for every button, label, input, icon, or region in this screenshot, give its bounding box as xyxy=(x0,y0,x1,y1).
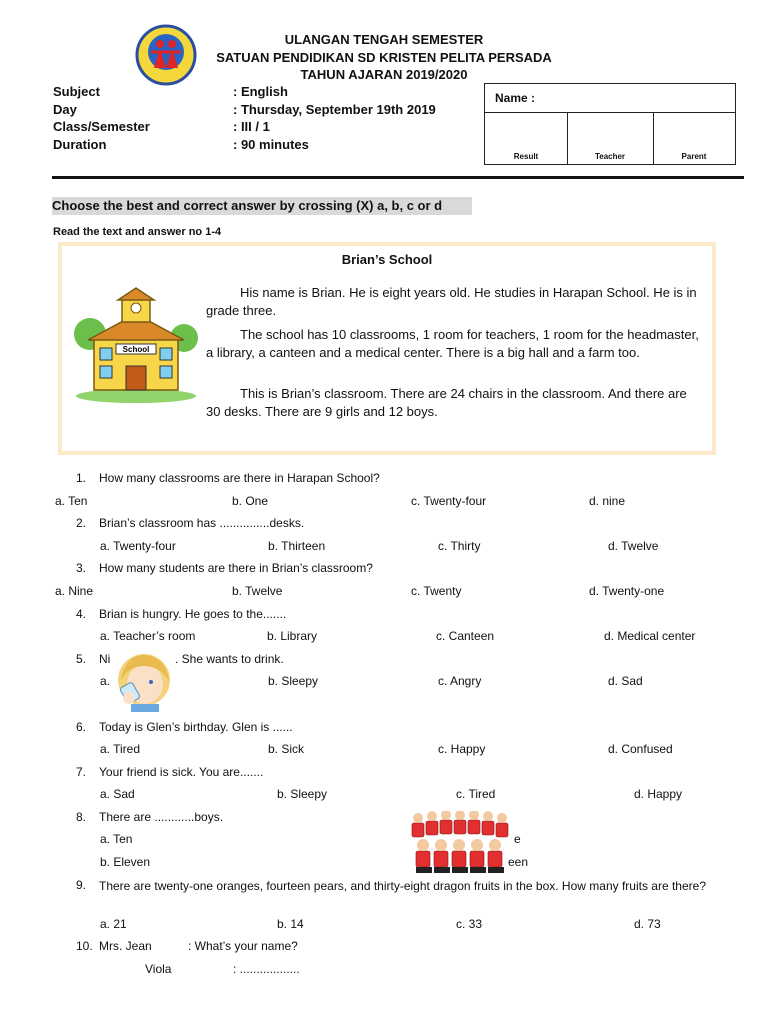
q9-option-d[interactable]: d. 73 xyxy=(634,917,661,931)
q6-option-a[interactable]: a. Tired xyxy=(100,742,141,756)
q8-text: There are ............boys. xyxy=(99,810,224,824)
result-label: Result xyxy=(513,152,539,161)
story-paragraph-2: The school has 10 classrooms, 1 room for teachers, 1 room for the headmaster, a library, a canteen and a medical center. There is a big hall and a farm too. xyxy=(206,327,699,360)
q9-option-c[interactable]: c. 33 xyxy=(456,917,483,931)
q1-option-b[interactable]: b. One xyxy=(232,494,269,508)
header-line-1: ULANGAN TENGAH SEMESTER xyxy=(284,32,484,47)
q1-text: How many classrooms are there in Harapan School? xyxy=(99,471,380,485)
q2-text: Brian’s classroom has ...............desks. xyxy=(99,516,305,530)
svg-text:School: School xyxy=(122,345,150,354)
q7-option-a[interactable]: a. Sad xyxy=(100,787,135,801)
subject-value: : English xyxy=(233,84,288,99)
result-cell[interactable] xyxy=(485,112,568,164)
parent-cell[interactable] xyxy=(653,112,735,164)
q5-option-b[interactable]: b. Sleepy xyxy=(268,674,319,688)
q1-option-c[interactable]: c. Twenty-four xyxy=(411,494,487,508)
q4-option-a[interactable]: a. Teacher’s room xyxy=(100,629,196,643)
school-building-icon xyxy=(72,286,200,404)
q4-option-b[interactable]: b. Library xyxy=(267,629,318,643)
q6-option-b[interactable]: b. Sick xyxy=(268,742,305,756)
q2-option-a[interactable]: a. Twenty-four xyxy=(100,539,176,553)
class-label: Class/Semester xyxy=(53,119,150,134)
story-box xyxy=(58,242,716,455)
q4-text: Brian is hungry. He goes to the....... xyxy=(99,607,287,621)
q1-option-d[interactable]: d. nine xyxy=(589,494,626,508)
q8-option-d-fragment[interactable]: een xyxy=(508,855,529,869)
q7-text: Your friend is sick. You are....... xyxy=(99,765,264,779)
header-divider xyxy=(52,176,744,179)
teacher-cell[interactable] xyxy=(567,112,654,164)
q5-option-a[interactable]: a. xyxy=(100,674,111,688)
q10-line-1: : What’s your name? xyxy=(188,939,298,953)
q9-text: There are twenty-one oranges, fourteen pears, and thirty-eight dragon fruits in the box. How many fruits are there? xyxy=(99,879,706,893)
q1-number: 1. xyxy=(76,471,87,485)
q8-number: 8. xyxy=(76,810,87,824)
q7-option-b[interactable]: b. Sleepy xyxy=(277,787,328,801)
duration-value: : 90 minutes xyxy=(233,137,309,152)
q6-text: Today is Glen’s birthday. Glen is ...... xyxy=(99,720,293,734)
q10-speaker-1: Mrs. Jean xyxy=(99,939,152,953)
subject-label: Subject xyxy=(53,84,100,99)
q5-option-d[interactable]: d. Sad xyxy=(608,674,643,688)
day-value: : Thursday, September 19th 2019 xyxy=(233,102,436,117)
q2-option-b[interactable]: b. Thirteen xyxy=(268,539,326,553)
q10-number: 10. xyxy=(76,939,93,953)
q2-option-d[interactable]: d. Twelve xyxy=(608,539,659,553)
q3-option-a[interactable]: a. Nine xyxy=(55,584,94,598)
story-paragraph-3: This is Brian’s classroom. There are 24 chairs in the classroom. And there are 30 desks. There are 9 girls and 12 boys. xyxy=(206,386,687,419)
q2-option-c[interactable]: c. Thirty xyxy=(438,539,481,553)
story-title: Brian’s School xyxy=(341,252,433,267)
q3-text: How many students are there in Brian’s classroom? xyxy=(99,561,373,575)
read-text-instruction: Read the text and answer no 1-4 xyxy=(53,226,222,238)
q9-option-a[interactable]: a. 21 xyxy=(100,917,127,931)
q6-option-d[interactable]: d. Confused xyxy=(608,742,673,756)
duration-label: Duration xyxy=(53,137,107,152)
teacher-label: Teacher xyxy=(594,152,626,161)
q5-text-start: Ni xyxy=(99,652,111,666)
boys-team-icon xyxy=(408,811,514,875)
q7-option-c[interactable]: c. Tired xyxy=(456,787,496,801)
name-row[interactable] xyxy=(485,84,735,113)
name-label: Name : xyxy=(495,91,536,105)
q6-number: 6. xyxy=(76,720,87,734)
q3-option-d[interactable]: d. Twenty-one xyxy=(589,584,665,598)
class-value: : III / 1 xyxy=(233,119,270,134)
parent-label: Parent xyxy=(681,152,707,161)
q7-option-d[interactable]: d. Happy xyxy=(634,787,683,801)
q8-option-a[interactable]: a. Ten xyxy=(100,832,133,846)
story-paragraph-1: His name is Brian. He is eight years old. He studies in Harapan School. He is in grade three. xyxy=(206,285,697,318)
q5-option-c[interactable]: c. Angry xyxy=(438,674,482,688)
q2-number: 2. xyxy=(76,516,87,530)
name-score-box xyxy=(484,83,736,165)
instruction-banner: Choose the best and correct answer by crossing (X) a, b, c or d xyxy=(52,197,472,215)
q10-line-2[interactable]: : .................. xyxy=(233,962,300,976)
header-line-3: TAHUN AJARAN 2019/2020 xyxy=(300,67,468,82)
q3-option-b[interactable]: b. Twelve xyxy=(232,584,283,598)
q4-option-d[interactable]: d. Medical center xyxy=(604,629,696,643)
q3-number: 3. xyxy=(76,561,87,575)
q4-option-c[interactable]: c. Canteen xyxy=(436,629,495,643)
header-line-2: SATUAN PENDIDIKAN SD KRISTEN PELITA PERSADA xyxy=(216,50,552,65)
q4-number: 4. xyxy=(76,607,87,621)
day-label: Day xyxy=(53,102,77,117)
q1-option-a[interactable]: a. Ten xyxy=(55,494,88,508)
q8-option-c-fragment[interactable]: e xyxy=(514,832,521,846)
q5-number: 5. xyxy=(76,652,87,666)
q8-option-b[interactable]: b. Eleven xyxy=(100,855,151,869)
q5-text-end: . She wants to drink. xyxy=(175,652,284,666)
girl-drinking-icon xyxy=(113,650,175,712)
q6-option-c[interactable]: c. Happy xyxy=(438,742,486,756)
q10-speaker-2: Viola xyxy=(145,962,172,976)
q9-option-b[interactable]: b. 14 xyxy=(277,917,304,931)
q9-number: 9. xyxy=(76,878,87,892)
q3-option-c[interactable]: c. Twenty xyxy=(411,584,462,598)
q7-number: 7. xyxy=(76,765,87,779)
